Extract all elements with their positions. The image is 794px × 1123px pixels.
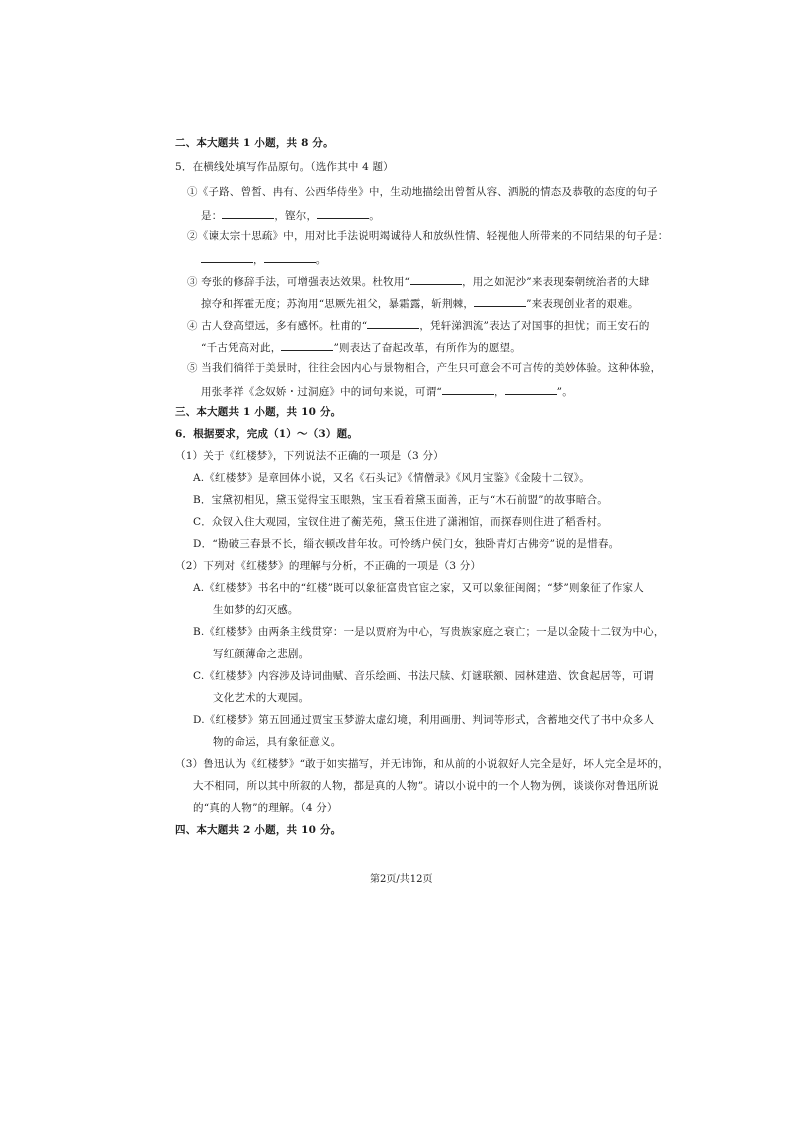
q5-item-4-line-2 — [201, 339, 521, 355]
q5-item-2-line-2 — [201, 251, 326, 267]
q5-item-1-line-1: ①《子路、曾皙、冉有、公西华侍坐》中，生动地描绘出曾皙从容、洒脱的情态及恭敬的态度的句子 — [187, 186, 658, 198]
q5-item-4-suffix: ，凭轩涕泗流”表达了对国事的担忧；而王安石的 — [419, 320, 650, 332]
q5-item-4-suffix-2: ”则表达了奋起改革，有所作为的愿望。 — [333, 342, 521, 354]
answer-blank[interactable] — [410, 273, 462, 285]
q5-item-2-line-1: ②《谏太宗十思疏》中，用对比手法说明竭诚待人和放纵性情、轻视他人所带来的不同结果的句子是： — [187, 230, 669, 242]
q5-item-1-middle: ，铿尔， — [274, 210, 318, 222]
q6-sub-2-option-d-line-2: 物的命运，具有象征意义。 — [213, 736, 342, 748]
q5-item-1-prefix: 是： — [201, 210, 223, 222]
q6-sub-1-option-d: D．“勘破三春景不长，缁衣顿改昔年妆。可怜绣户侯门女，独卧青灯古佛旁”说的是惜春。 — [193, 538, 620, 550]
q6-sub-2-option-b-line-1: B.《红楼梦》由两条主线贯穿：一是以贾府为中心，写贵族家庭之衰亡；一是以金陵十二钗为中心， — [193, 626, 665, 638]
answer-blank[interactable] — [281, 339, 333, 351]
answer-blank[interactable] — [222, 207, 274, 219]
q5-item-5-prefix: 用张孝祥《念奴娇・过洞庭》中的词句来说，可谓“ — [201, 386, 442, 398]
answer-blank[interactable] — [474, 295, 526, 307]
q5-item-3-prefix-2: 掠夺和挥霍无度；苏洵用“思厥先祖父，暴霜露，斩荆棘， — [201, 298, 475, 310]
answer-blank[interactable] — [201, 251, 253, 263]
section-3-heading: 三、本大题共 1 小题，共 10 分。 — [175, 406, 342, 418]
question-5-stem: 5．在横线处填写作品原句。（选作其中 4 题） — [175, 161, 394, 173]
q6-sub-2-option-c-line-2: 文化艺术的大观园。 — [213, 692, 310, 704]
q6-sub-3-line-1: （3）鲁迅认为《红楼梦》“敢于如实描写，并无讳饰，和从前的小说叙好人完全是好，坏人完全是坏的， — [175, 758, 669, 770]
q5-item-3-line-1 — [187, 273, 650, 289]
section-4-heading: 四、本大题共 2 小题，共 10 分。 — [175, 824, 342, 836]
q5-item-3-line-2 — [201, 295, 639, 311]
q5-item-3-suffix-2: ”来表现创业者的艰难。 — [526, 298, 639, 310]
q6-sub-2-option-c-line-1: C.《红楼梦》内容涉及诗词曲赋、音乐绘画、书法尺牍、灯谜联额、园林建造、饮食起居等，可谓 — [193, 670, 654, 682]
page-number: 第2页/共12页 — [370, 874, 433, 885]
q6-sub-1-stem: （1）关于《红楼梦》，下列说法不正确的一项是（3 分） — [175, 450, 444, 462]
q6-sub-2-option-a-line-1: A.《红楼梦》书名中的“红楼”既可以象征富贵官宦之家，又可以象征闺阁；“梦”则象征了作家人 — [193, 582, 644, 594]
answer-blank[interactable] — [317, 207, 369, 219]
q5-item-4-prefix: ④ 古人登高望远，多有感怀。杜甫的“ — [187, 320, 368, 332]
q5-item-1-line-2 — [201, 207, 380, 223]
section-2-heading: 二、本大题共 1 小题，共 8 分。 — [175, 137, 334, 149]
q5-item-3-suffix: ，用之如泥沙”来表现秦朝统治者的大肆 — [462, 276, 650, 288]
q6-sub-1-option-b: B．宝黛初相见，黛玉觉得宝玉眼熟，宝玉看着黛玉面善，正与“木石前盟”的故事暗合。 — [193, 494, 608, 506]
q5-item-3-prefix: ③ 夸张的修辞手法，可增强表达效果。杜牧用“ — [187, 276, 411, 288]
q5-item-5-line-1: ⑤ 当我们徜徉于美景时，往往会因内心与景物相合，产生只可意会不可言传的美妙体验。这种体验， — [187, 362, 662, 374]
q5-item-2-end: 。 — [315, 254, 327, 266]
q6-sub-1-option-c: C．众钗入住大观园，宝钗住进了蘅芜苑，黛玉住进了潇湘馆，而探春则住进了稻香村。 — [193, 516, 608, 528]
answer-blank[interactable] — [505, 383, 557, 395]
q6-sub-2-option-b-line-2: 写红颜薄命之悲剧。 — [213, 648, 310, 660]
q6-sub-2-option-a-line-2: 生如梦的幻灭感。 — [213, 604, 299, 616]
answer-blank[interactable] — [264, 251, 316, 263]
q5-item-5-line-2 — [201, 383, 573, 399]
q5-item-5-middle: ， — [493, 386, 505, 398]
question-6-stem: 6．根据要求，完成（1）～（3）题。 — [175, 428, 359, 440]
q6-sub-1-option-a: A.《红楼梦》是章回体小说，又名《石头记》《情僧录》《风月宝鉴》《金陵十二钗》。 — [193, 472, 590, 484]
q5-item-5-end: ”。 — [556, 386, 573, 398]
q5-item-1-end: 。 — [369, 210, 380, 222]
answer-blank[interactable] — [442, 383, 494, 395]
q5-item-4-line-1 — [187, 317, 650, 333]
q5-item-4-prefix-2: “千古凭高对此， — [201, 342, 282, 354]
q6-sub-2-option-d-line-1: D.《红楼梦》第五回通过贾宝玉梦游太虚幻境，利用画册、判词等形式，含蓄地交代了书中众多人 — [193, 714, 655, 726]
q6-sub-2-stem: （2）下列对《红楼梦》的理解与分析，不正确的一项是（3 分） — [175, 560, 482, 572]
q5-item-2-middle: ， — [253, 254, 264, 266]
q6-sub-3-line-2: 大不相同，所以其中所叙的人物，都是真的人物”。请以小说中的一个人物为例，谈谈你对鲁迅所说 — [193, 780, 659, 792]
answer-blank[interactable] — [367, 317, 419, 329]
q6-sub-3-line-3: 的“真的人物”的理解。（4 分） — [193, 802, 338, 814]
